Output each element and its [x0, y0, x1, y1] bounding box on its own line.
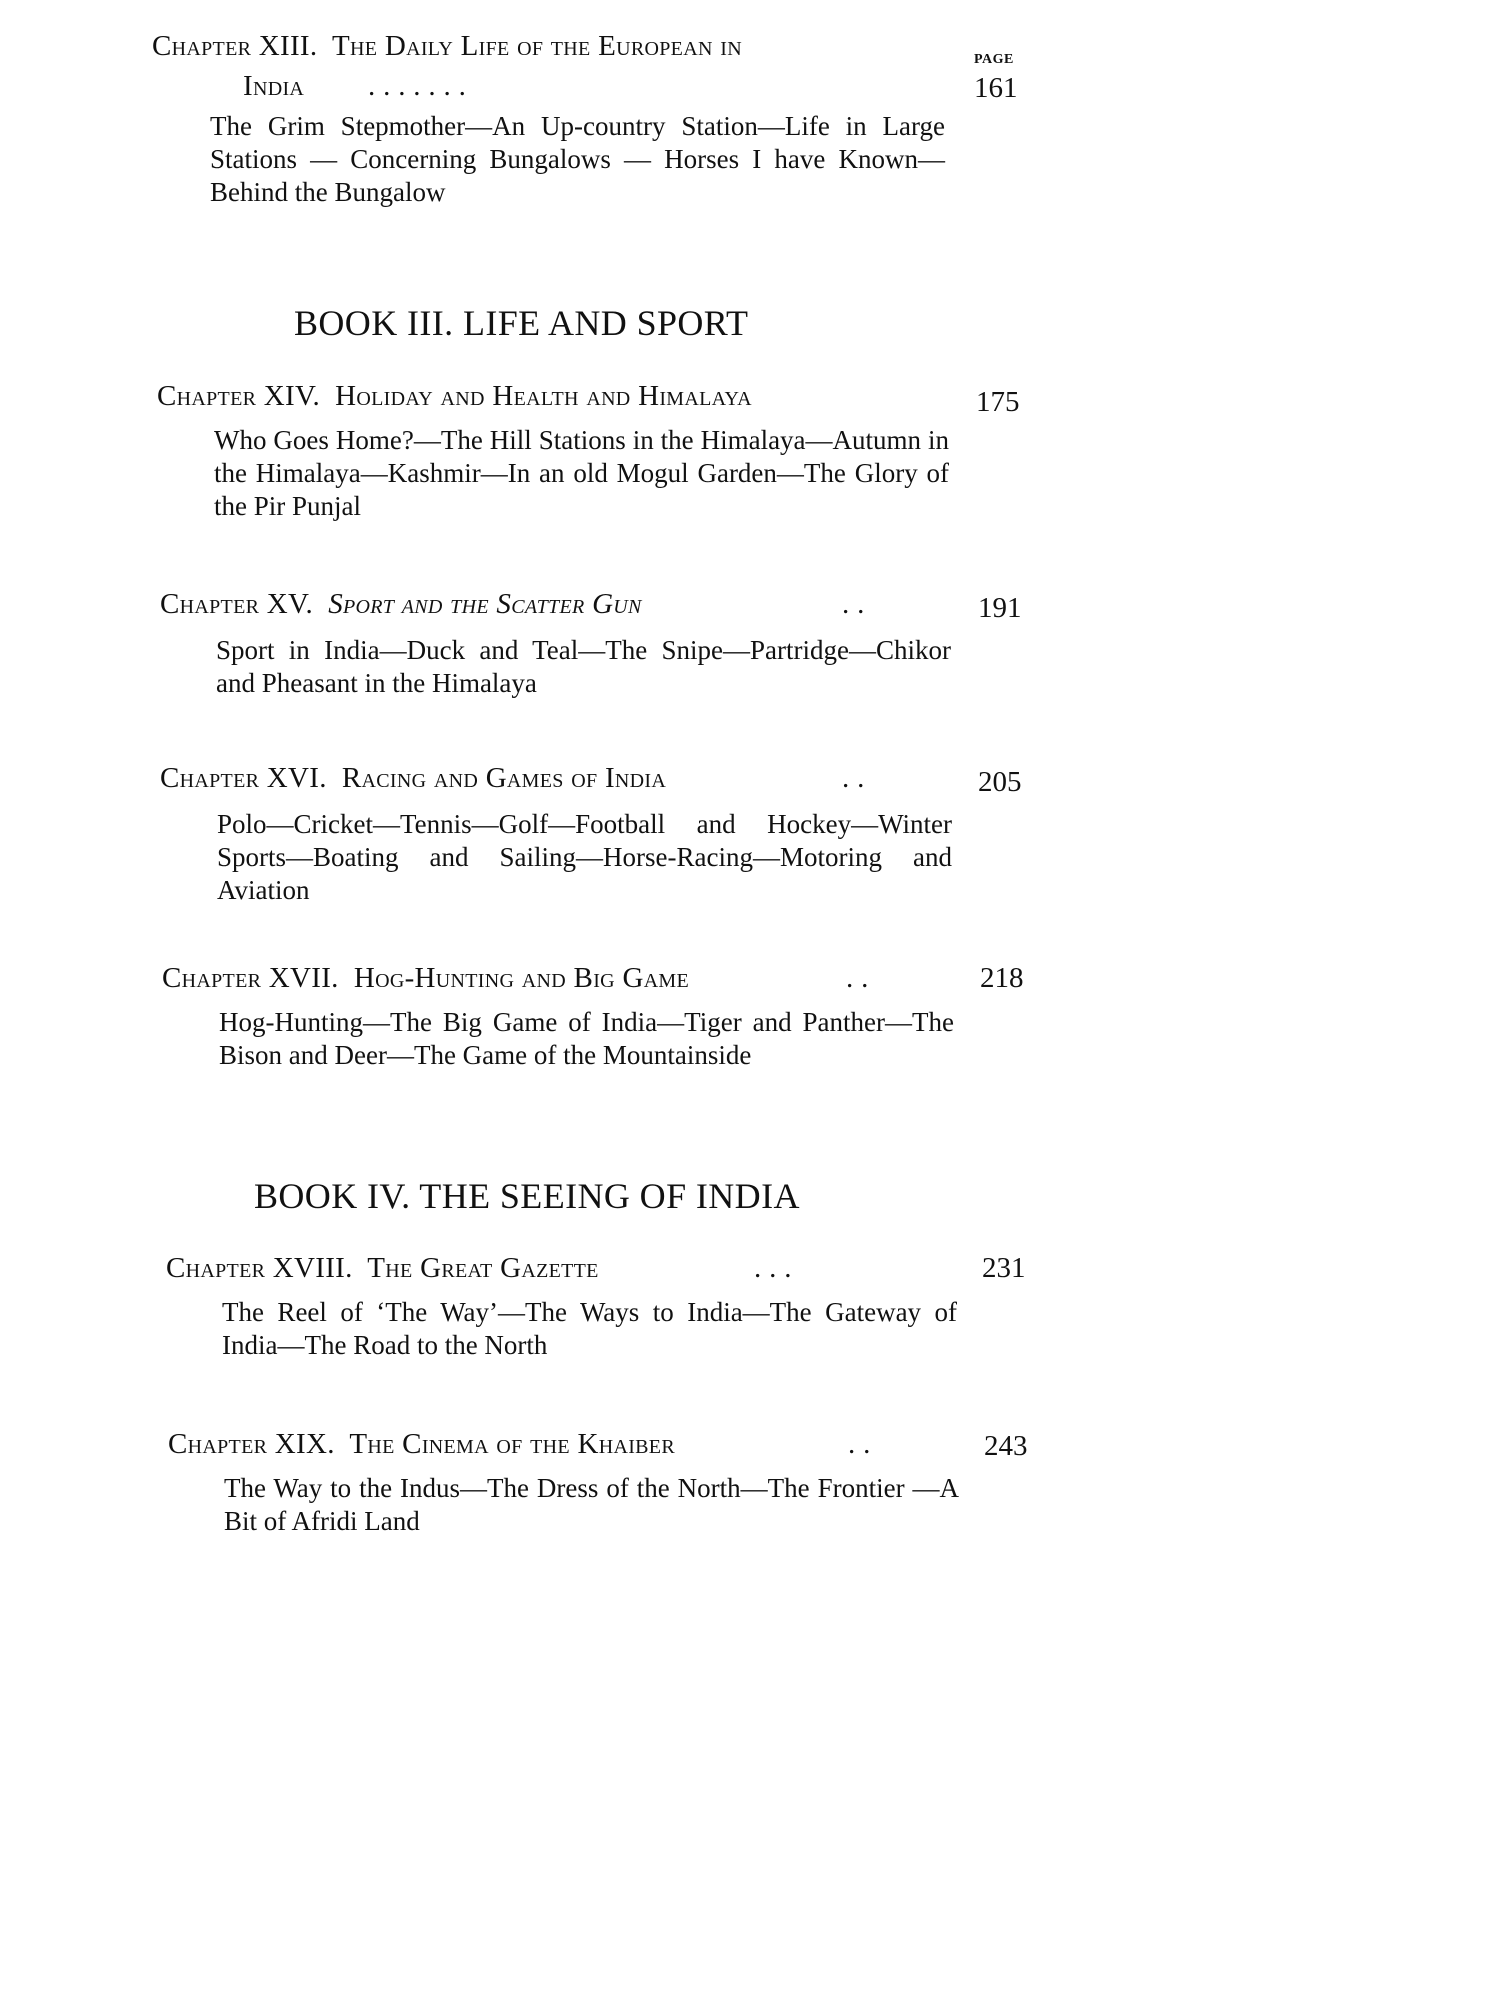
chapter-label: Chapter XIII. [152, 30, 318, 62]
dot-leaders: . . . . . . . [368, 70, 467, 102]
chapter-xvi-heading [160, 762, 666, 795]
chapter-description: Hog-Hunting—The Big Game of India—Tiger and Panther—The Bison and Deer—The Game of the Mountainside [219, 1007, 954, 1070]
page-number: 191 [978, 592, 1022, 624]
page-number: 175 [976, 386, 1020, 418]
chapter-description: Who Goes Home?—The Hill Stations in the Himalaya—Autumn in the Himalaya—Kashmir—In an old Mogul Garden—The Glory of the Pir Punjal [214, 425, 949, 521]
dot-leaders: . . . [754, 1252, 792, 1284]
chapter-label: Chapter XV. [160, 588, 314, 620]
dot-leaders: . . [842, 588, 865, 620]
chapter-description: The Way to the Indus—The Dress of the North—The Frontier —A Bit of Afridi Land [224, 1473, 959, 1536]
chapter-xiv-heading [157, 380, 752, 413]
chapter-label: Chapter XVII. [162, 962, 339, 994]
chapter-xv-heading [160, 588, 642, 621]
chapter-title: Sport and the Scatter Gun [328, 588, 642, 620]
chapter-label: Chapter XIV. [157, 380, 321, 412]
page-number: 231 [982, 1252, 1026, 1284]
chapter-label: Chapter XVIII. [166, 1252, 353, 1284]
chapter-xiii-title-cont [243, 70, 304, 103]
chapter-xvii-heading [162, 962, 689, 995]
page-column-label: PAGE [974, 52, 1014, 67]
page-number: 161 [974, 72, 1018, 104]
chapter-title: Hog-Hunting and Big Game [353, 962, 690, 994]
chapter-title: Holiday and Health and Himalaya [335, 380, 752, 412]
book-heading: BOOK III. LIFE AND SPORT [294, 303, 749, 343]
chapter-description: The Reel of ‘The Way’—The Ways to India—The Gateway of India—The Road to the North [222, 1297, 957, 1360]
chapter-title: The Daily Life of the European in [332, 30, 742, 62]
page-number: 218 [980, 962, 1024, 994]
book-heading: BOOK IV. THE SEEING OF INDIA [254, 1176, 800, 1216]
dot-leaders: . . [846, 962, 869, 994]
chapter-label: Chapter XIX. [168, 1428, 335, 1460]
chapter-xiii-heading [152, 30, 742, 63]
chapter-xviii-heading [166, 1252, 599, 1285]
chapter-title: Racing and Games of India [341, 762, 667, 794]
page-number: 205 [978, 766, 1022, 798]
chapter-description: Sport in India—Duck and Teal—The Snipe—Partridge—Chikor and Pheasant in the Himalaya [216, 635, 951, 698]
chapter-description: The Grim Stepmother—An Up-country Station—Life in Large Stations — Concerning Bungalows — Horses I have Known—Behind the Bungalow [210, 111, 945, 207]
chapter-title: The Cinema of the Khaiber [349, 1428, 675, 1460]
chapter-description: Polo—Cricket—Tennis—Golf—Football and Hockey—Winter Sports—Boating and Sailing—Horse-Racing—Motoring and Aviation [217, 809, 952, 905]
chapter-label: Chapter XVI. [160, 762, 327, 794]
chapter-title-continued: India [243, 70, 305, 102]
dot-leaders: . . [848, 1428, 871, 1460]
dot-leaders: . . [842, 762, 865, 794]
chapter-xix-heading [168, 1428, 675, 1461]
chapter-title: The Great Gazette [367, 1252, 599, 1284]
page-number: 243 [984, 1430, 1028, 1462]
